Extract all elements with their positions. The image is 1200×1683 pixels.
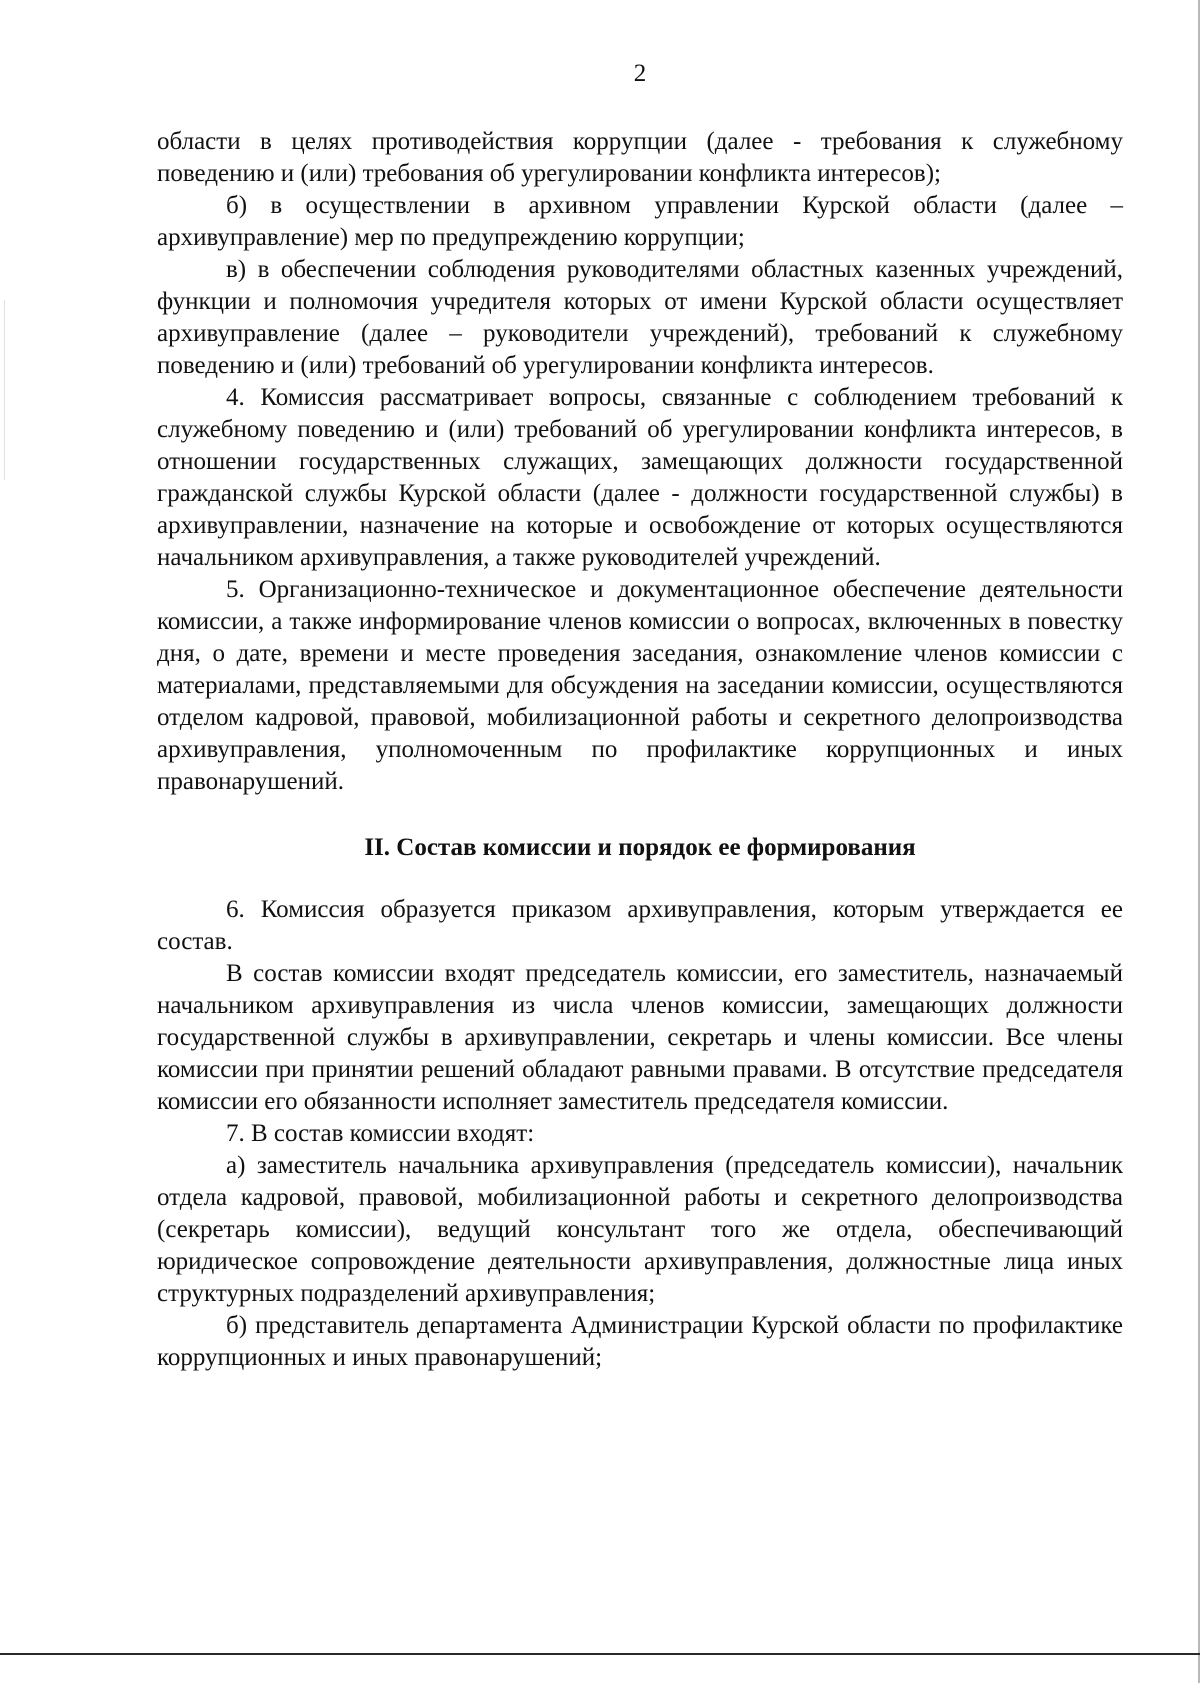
body-section-1 (157, 126, 1123, 798)
page-number: 2 (633, 60, 647, 87)
paragraph: б) представитель департамента Администрации Курской области по профилактике коррупционных и иных правонарушений; (157, 1312, 1123, 1371)
paragraph: б) в осуществлении в архивном управлении Курской области (далее – архивуправление) мер по предупреждению коррупции; (157, 192, 1123, 251)
paragraph: 6. Комиссия образуется приказом архивуправления, которым утверждается ее состав. (157, 896, 1123, 955)
paragraph: 7. В состав комиссии входят: (226, 1120, 535, 1147)
paragraph: а) заместитель начальника архивуправления (председатель комиссии), начальник отдела кадровой, правовой, мобилизационной работы и секретного делопроизводства (секретарь комиссии), ведущий консультант того же отдела, обеспечивающий юридическое сопровождение деятельности архивуправления, должностные лица иных структурных подразделений архивуправления; (157, 1152, 1123, 1307)
paragraph: 5. Организационно-техническое и документационное обеспечение деятельности комиссии, а также информирование членов комиссии о вопросах, включенных в повестку дня, о дате, времени и месте проведения заседания, ознакомление членов комиссии с материалами, представляемыми для обсуждения на заседании комиссии, осуществляются отделом кадровой, правовой, мобилизационной работы и секретного делопроизводства архивуправления, уполномоченным по профилактике коррупционных и иных правонарушений. (157, 576, 1123, 795)
paragraph: В состав комиссии входят председатель комиссии, его заместитель, назначаемый начальником архивуправления из числа членов комиссии, замещающих должности государственной службы в архивуправлении, секретарь и члены комиссии. Все члены комиссии при принятии решений обладают равными правами. В отсутствие председателя комиссии его обязанности исполняет заместитель председателя комиссии. (157, 960, 1123, 1115)
body-section-2 (157, 894, 1123, 1374)
paragraph: в) в обеспечении соблюдения руководителями областных казенных учреждений, функции и полномочия учредителя которых от имени Курской области осуществляет архивуправление (далее – руководители учреждений), требований к служебному поведению и (или) требований об урегулировании конфликта интересов. (157, 256, 1123, 379)
document-page (157, 58, 1123, 1374)
paragraph: области в целях противодействия коррупции (далее - требования к служебному поведению и (или) требования об урегулировании конфликта интересов); (157, 128, 1123, 187)
scan-mark-left (4, 300, 5, 480)
scan-edge-bottom (0, 1653, 1200, 1655)
section-heading: II. Состав комиссии и порядок ее формирования (364, 834, 916, 861)
paragraph: 4. Комиссия рассматривает вопросы, связанные с соблюдением требований к служебному поведению и (или) требований об урегулировании конфликта интересов, в отношении государственных служащих, замещающих должности государственной гражданской службы Курской области (далее - должности государственной службы) в архивуправлении, назначение на которые и освобождение от которых осуществляются начальником архивуправления, а также руководителей учреждений. (157, 384, 1123, 571)
